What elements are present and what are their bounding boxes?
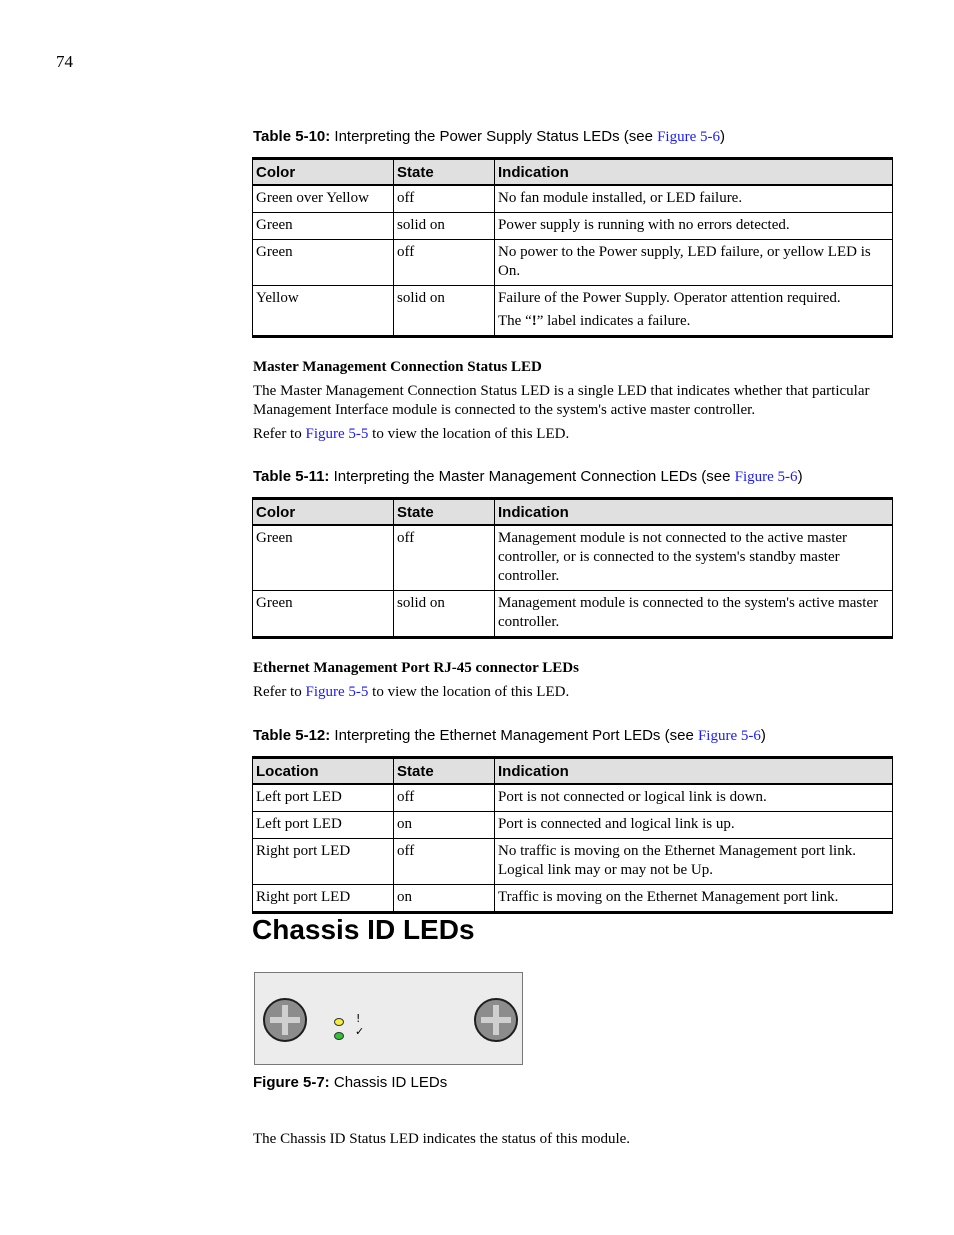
page-number: 74 [56,52,73,71]
cell-line: Failure of the Power Supply. Operator attention required. [498,290,841,306]
column-header: State [394,499,495,526]
note-bang: ! [531,313,537,329]
table-cell: No power to the Power supply, LED failure, or yellow LED is On. [495,240,893,286]
table-cell: Left port LED [253,812,394,839]
table-cell: Traffic is moving on the Ethernet Management port link. [495,885,893,913]
refer-text: Refer to [253,684,306,700]
column-header: State [394,758,495,785]
caption-text: Interpreting the Power Supply Status LEDs (see [330,128,658,145]
table-cell [495,286,893,337]
yellow-led-icon [334,1018,344,1026]
screw-icon [474,998,518,1042]
table-header-row [253,499,893,526]
table-row [253,286,893,337]
table-row [253,213,893,240]
table-cell: off [394,784,495,812]
column-header: State [394,159,495,186]
table-cell: off [394,185,495,213]
caption-end: ) [720,128,726,145]
screw-icon [263,998,307,1042]
check-label: ✓ [355,1025,365,1038]
figure-5-5-link[interactable]: Figure 5-5 [305,426,369,442]
chassis-paragraph: The Chassis ID Status LED indicates the status of this module. [253,1131,631,1147]
table-cell: No fan module installed, or LED failure. [495,185,893,213]
table-row [253,784,893,812]
table-row [253,525,893,591]
table-cell: off [394,240,495,286]
table-5-12-caption [253,727,766,745]
table-cell: Port is connected and logical link is up. [495,812,893,839]
caption-text: Interpreting the Master Management Connection LEDs (see [329,468,735,485]
table-cell: on [394,812,495,839]
figure-5-7-caption [253,1074,447,1091]
table-cell: Management module is connected to the system's active master controller. [495,591,893,638]
table-header-row [253,159,893,186]
note-text: ” label indicates a failure. [536,313,691,329]
figure-5-5-link[interactable]: Figure 5-5 [305,684,369,700]
table-row [253,185,893,213]
cell-note [498,312,889,331]
table-cell: Right port LED [253,839,394,885]
table-cell: Right port LED [253,885,394,913]
ethernet-section-heading: Ethernet Management Port RJ-45 connector LEDs [253,660,579,676]
table-cell: solid on [394,591,495,638]
table-row [253,591,893,638]
refer-text: Refer to [253,426,306,442]
table-cell: Green [253,240,394,286]
caption-text: Chassis ID LEDs [329,1074,448,1091]
table-row [253,240,893,286]
table-cell: off [394,525,495,591]
table-row [253,839,893,885]
failure-label: ! [356,1012,361,1025]
table-5-10-caption [253,128,725,146]
table-cell: Left port LED [253,784,394,812]
power-supply-led-table [252,157,893,338]
table-cell: Green [253,213,394,240]
column-header: Indication [495,499,893,526]
table-cell: Port is not connected or logical link is down. [495,784,893,812]
caption-label: Table 5-10: [253,128,331,145]
column-header: Indication [495,159,893,186]
column-header: Color [253,499,394,526]
master-management-led-table [252,497,893,639]
table-cell: Green [253,591,394,638]
table-row [253,812,893,839]
refer-text: to view the location of this LED. [368,684,570,700]
ethernet-port-led-table [252,756,893,914]
caption-label: Table 5-12: [253,727,331,744]
table-cell: Management module is not connected to the active master controller, or is connected to the system's standby master controller. [495,525,893,591]
caption-end: ) [797,468,803,485]
note-text: The “ [498,313,532,329]
table-cell: Green over Yellow [253,185,394,213]
chassis-id-panel-figure [254,972,523,1065]
caption-label: Figure 5-7: [253,1074,330,1091]
caption-end: ) [760,727,766,744]
table-cell: on [394,885,495,913]
table-cell: solid on [394,213,495,240]
figure-5-6-link[interactable]: Figure 5-6 [657,129,721,145]
master-section-heading: Master Management Connection Status LED [253,359,542,375]
master-refer-line [253,425,898,444]
table-cell: Power supply is running with no errors detected. [495,213,893,240]
caption-text: Interpreting the Ethernet Management Port LEDs (see [330,727,698,744]
caption-label: Table 5-11: [253,468,330,485]
green-led-icon [334,1032,344,1040]
table-row [253,885,893,913]
figure-5-6-link[interactable]: Figure 5-6 [697,728,761,744]
table-cell: solid on [394,286,495,337]
table-header-row [253,758,893,785]
column-header: Indication [495,758,893,785]
master-section-paragraph: The Master Management Connection Status LED is a single LED that indicates whether that particular Management Interface module is connected to the system's active master controller. [253,383,870,418]
column-header: Color [253,159,394,186]
figure-5-6-link[interactable]: Figure 5-6 [734,469,798,485]
table-cell: off [394,839,495,885]
ethernet-refer-line [253,683,898,702]
table-cell: Green [253,525,394,591]
table-cell: No traffic is moving on the Ethernet Management port link. Logical link may or may not be Up. [495,839,893,885]
table-cell: Yellow [253,286,394,337]
chassis-id-heading: Chassis ID LEDs [252,914,475,945]
table-5-11-caption [253,468,803,486]
refer-text: to view the location of this LED. [368,426,570,442]
column-header: Location [253,758,394,785]
